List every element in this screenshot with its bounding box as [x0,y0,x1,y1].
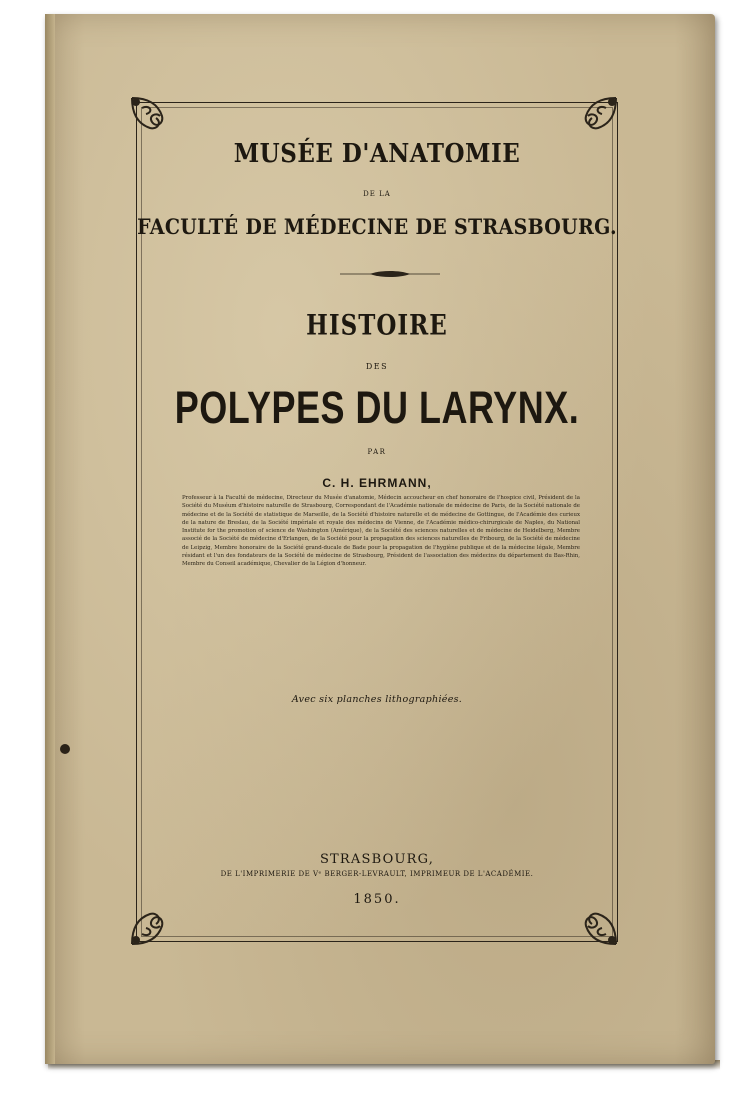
museum-heading: MUSÉE D'ANATOMIE [233,137,521,170]
main-title: POLYPES DU LARYNX. [174,381,580,433]
imprint-year: 1850. [353,892,401,907]
histoire-heading: HISTOIRE [306,309,448,342]
connector-par: PAR [367,448,387,456]
ornamental-rule-icon [340,270,440,278]
cover-spine-edge [45,14,55,1064]
author-name: C. H. EHRMANN, [322,476,432,490]
imprint-printer: DE L'IMPRIMERIE DE Vᵉ BERGER-LEVRAULT, IMPRIMEUR DE L'ACADÉMIE. [220,870,534,878]
connector-de-la: DE LA [363,190,391,198]
faculty-heading: FACULTÉ DE MÉDECINE DE STRASBOURG. [137,214,617,240]
author-credentials: Professeur à la Faculté de médecine, Directeur du Musée d'anatomie, Médecin accoucheur en chef honoraire de l'hospice civil, Président de la Société du Muséum d'histoire naturelle de Strasbourg, Correspondant de l'Académie nationale de médecine de Paris, de la Société nationale de médecine et de la Société de statistique de Marseille, de la Société d'histoire naturelle et de médecine de Gottingue, de l'Académie des curieux de la nature de Breslau, de la Société impériale et royale des médecins de Vienne, de l'Académie médico-chirurgicale de Naples, du National Institute for the promotion of science de Washington (Amérique), de la Société des sciences naturelles et de médecine de Heidelberg, Membre associé de la Société de médecine d'Erlangen, de la Société pour la propagation des sciences naturelles de Fribourg, de la Société de médecine de Leipzig, Membre honoraire de la Société grand-ducale de Bade pour la propagation de l'hygiène publique et de la médecine légale, Membre résidant et l'un des fondateurs de la Société de médecine de Strasbourg, Président de l'association des médecins du département du Bas-Rhin, Membre du Conseil académique, Chevalier de la Légion d'honneur. [182,495,580,568]
imprint-city: STRASBOURG, [319,852,435,867]
connector-des: DES [365,362,389,371]
plates-note: Avec six planches lithographiées. [291,694,463,705]
binding-hole [60,744,70,754]
